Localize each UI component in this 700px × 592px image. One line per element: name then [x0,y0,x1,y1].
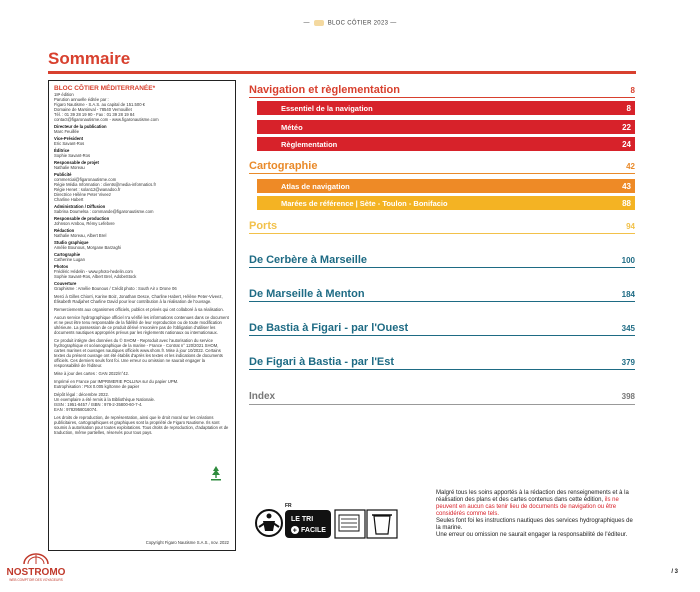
toc-entry-title: Ports [249,220,278,232]
credit-line: Administration / Diffusion [54,204,106,209]
toc-entry-page: 100 [621,255,635,265]
toc-entry[interactable] [249,220,635,232]
upm-logo-icon [209,464,223,482]
toc-entry-page: 24 [622,139,631,149]
toc-rule [249,233,635,234]
svg-text:+: + [292,527,297,535]
triman-label [253,500,421,544]
toc-entry-title: Essentiel de la navigation [281,103,373,113]
toc-entry-title: Navigation et règlementation [249,84,400,96]
toc-entry[interactable] [257,179,635,193]
toc-entry[interactable] [257,120,635,134]
toc-entry-page: 43 [622,181,631,191]
toc-entry[interactable] [249,160,635,172]
toc-entry-title: Règlementation [281,139,338,149]
toc-entry[interactable] [257,101,635,115]
toc-rule [249,301,635,302]
credit-line: Régie Média Information : clients@media-informatics.fr [54,182,156,187]
credits-box [48,80,236,551]
logo-name: NOSTROMO [6,567,66,578]
credit-line: Dépôt légal : décembre 2022. [54,392,109,397]
credit-line: Frédéric Hédelin - www.photo-hedelin.com [54,269,133,274]
credit-line: Les droits de reproduction, de représentation, ainsi que le droit moral sur les créations publicitaires, cartographiques et graphiques sont la propriété de Figaro Nautisme. Ils sont soumis à autorisation pour toutes exploitations. Tous droits de reproduction, d'adaptation et de traduction, même partielles, réservés pour tous pays. [54,415,229,435]
toc-entry-title: Météo [281,122,303,132]
toc-entry[interactable] [249,391,635,402]
toc-entry[interactable] [249,254,635,266]
toc-entry[interactable] [257,137,635,151]
credit-line: Responsable de production [54,216,110,221]
credit-line: Publicité [54,172,72,177]
toc-entry[interactable] [257,196,635,210]
toc-entry-page: 184 [621,289,635,299]
toc-entry-page: 345 [621,323,635,333]
credit-line: Ce produit intègre des données du © SHOM - Reproduit avec l'autorisation du service hydrographique et océanographique de la marine - France - Contrat n° 120/2021 SHOM, cartes marines et ouvrages nautiques officiels www.shom.fr. Mise à jour 10/2022. Certains textes du présent ouvrage ont été établis d'après les textes et les indications de documents officiels. Ces derniers seuls font foi. Une erreur ou omission ne saurait engager la responsabilité de l'éditeur. [54,338,223,368]
credit-line: Johnson Ambou, Rémy Lefebvre [54,221,115,226]
page-title: Sommaire [48,49,131,68]
toc-rule [249,97,635,98]
toc-rule [249,267,635,268]
credit-line: Rédaction [54,228,75,233]
toc-entry-page: 22 [622,122,631,132]
toc-rule [249,369,635,370]
credit-line: Amélie Bounous, Morgane Barzaghi [54,245,122,250]
credit-line: Nathalie Moreau, Albert Brel [54,233,107,238]
toc-entry-title: Index [249,391,276,402]
credit-line: ISSN : 1951-8457 / ISBN : 978-2-35800-60-7-4. [54,402,143,407]
toc-entry-page: 8 [630,85,635,95]
credit-line: Merci à Gilles Chiorri, Karine Boiz, Jonathan Desce, Charline Habert, Hélène Peter-Viveez, Élisabeth Radjahet Charline David pour leur contribution à la réalisation de l'ouvrage. [54,294,223,304]
toc-rule [249,404,635,405]
toc-rule [249,335,635,336]
credit-line: Sabrina Doumelsa : commande@figaronautisme.com [54,209,154,214]
credit-line: Mise à jour des cartes : GAN 2022/n°42. [54,371,129,376]
toc-entry-title: Atlas de navigation [281,181,350,191]
nostromo-logo-icon [4,552,68,584]
credit-line: Aucun service hydrographique officiel n'a vérifié les informations contenues dans ce document et ne peut être tenu responsable de la fidélité de leur reproduction ou de toute modification ultérieure. La possession de ce produit dérivé n'exonère pas de l'obligation d'utiliser les documents nautiques appropriés prévus par les règlements nationaux ou internationaux. [54,315,229,335]
toc-entry-page: 379 [621,357,635,367]
toc-entry-title: Marées de référence | Sète - Toulon - Bonifacio [281,198,448,208]
disclaimer: Malgré tous les soins apportés à la rédaction des renseignements et à la réalisation des plans et des cartes contenus dans cette édition, ils ne peuvent en aucun cas tenir lieu de documents de navigation ou être considérés comme tels. Seules font foi les instructions nautiques des services hydrographiques de la marine. Une erreur ou omission ne saurait engager la responsabilité de l'éditeur. [436,490,633,538]
credit-line: contact@figaronautisme.com - www.figaronautisme.com [54,117,159,122]
credit-line: Directrice Hélène Peter Viveez [54,192,111,197]
toc-rule [249,173,635,174]
credit-line: Vice-Président [54,136,84,141]
credit-line: Responsable de projet [54,160,99,165]
credit-line: Domaine de Marsinval - 78540 Vernouillet [54,107,132,112]
credit-line: Éditrice [54,148,70,153]
credit-line: Marc Feuillée [54,129,80,134]
title-underline [48,71,636,74]
credit-line: Couverture [54,281,77,286]
credit-line: Tél. : 01 39 28 19 90 - Fax : 01 39 28 19 84 [54,112,135,117]
credit-line: Charline Habert [54,197,84,202]
credit-line: Photos [54,264,69,269]
toc-entry[interactable] [249,322,635,334]
credit-line: Cartographie [54,252,81,257]
credit-line: EAN : 9782958016074. [54,407,98,412]
publication-name: BLOC CÔTIER MÉDITERRANÉE* [54,85,156,92]
toc-entry-page: 42 [626,161,635,171]
toc-entry-title: De Figari à Bastia - par l'Est [249,356,395,368]
credit-line: Eutrophisation : Ptot 0.005 kg/tonne de papier [54,384,140,389]
toc-entry-title: Cartographie [249,160,318,172]
logo-tagline: WEB COMPTOIR DES VOYAGEURS [9,578,63,582]
toc-entry-page: 88 [622,198,631,208]
toc-entry-page: 8 [626,103,631,113]
toc-entry-page: 94 [626,221,635,231]
triman-line2: FACILE [301,527,326,534]
credit-line: Imprimé en France par IMPRIMERIE POLLINA sur du papier UPM. [54,379,179,384]
credit-line: Graphisme : Amélie Bounous / Crédit photo : South Air x Drone 06 [54,286,177,291]
running-head-text: BLOC CÔTIER 2023 [327,20,389,27]
toc-entry-page: 398 [621,392,635,401]
credit-line: Studio graphique [54,240,89,245]
nostromo-logo [4,552,68,584]
page-number: / 3 [671,569,678,575]
credit-line: Figaro Nautisme - S.A.S. au capital de 151.500 € [54,102,146,107]
toc-entry[interactable] [249,84,635,96]
credit-line: Sophie Savant-Ros [54,153,91,158]
credit-line: Remerciements aux organismes officiels, publics et privés qui ont collaboré à sa réalisation. [54,307,224,312]
credit-line: commercial@figaronautisme.com [54,177,117,182]
credit-line: Eric Savant-Ros [54,141,85,146]
triman-line1: LE TRI [291,516,314,523]
credit-line: 18ª édition [54,92,74,97]
running-head: — BLOC CÔTIER 2023 — [303,20,397,27]
triman-icon [253,500,421,544]
toc-entry[interactable] [249,356,635,368]
toc-entry-title: De Marseille à Menton [249,288,365,300]
credit-line: Catherine Lugan [54,257,85,262]
toc-entry[interactable] [249,288,635,300]
credit-line: Nathalie Moreau [54,165,85,170]
copyright: Copyright Figaro Nautisme S.A.S., nov. 2022 [145,540,229,545]
brand-dot-icon [314,20,324,26]
triman-fr: FR [285,503,292,509]
toc-entry-title: De Cerbère à Marseille [249,254,368,266]
credit-line: Directeur de la publication [54,124,107,129]
credit-lines [54,92,230,435]
credit-line: Sophie Savant-Ros, Albert Brel, AdobeStock [54,274,137,279]
credit-line: Un exemplaire a été remis à la Bibliothèque Nationale. [54,397,156,402]
credit-line: Régie Henet : solan12@wanadoo.fr [54,187,121,192]
toc-entry-title: De Bastia à Figari - par l'Ouest [249,322,409,334]
credit-line: Parution annuelle éditée par : [54,97,109,102]
